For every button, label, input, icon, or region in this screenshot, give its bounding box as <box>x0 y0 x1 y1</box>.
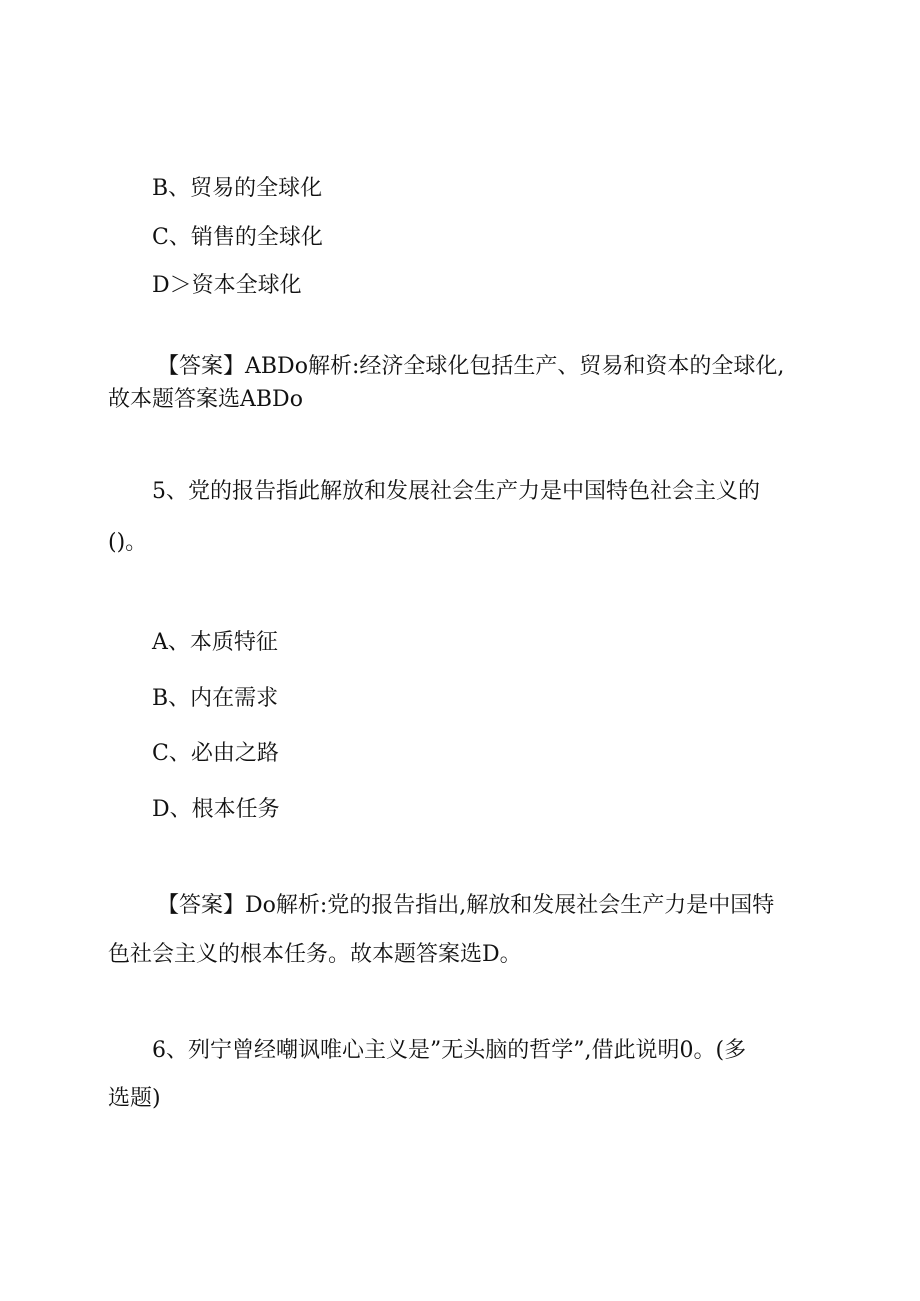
q4-option-d: D＞资本全球化 <box>152 273 302 298</box>
q4-answer-line-1: 【答案】ABDo解析:经济全球化包括生产、贸易和资本的全球化, <box>157 354 785 379</box>
q4-option-c: C、销售的全球化 <box>152 225 323 250</box>
q5-answer-line-2: 色社会主义的根本任务。故本题答案选D。 <box>108 942 522 967</box>
q5-answer-line-1: 【答案】Do解析:党的报告指出,解放和发展社会生产力是中国特 <box>157 893 775 918</box>
q5-option-d: D、根本任务 <box>152 797 280 822</box>
q5-option-b: B、内在需求 <box>152 686 279 711</box>
q5-option-c: C、必由之路 <box>152 741 279 766</box>
q6-question-line-1: 6、列宁曾经嘲讽唯心主义是”无头脑的哲学”,借此说明0。(多 <box>152 1038 747 1063</box>
q6-question-line-2: 选题) <box>108 1086 161 1111</box>
q4-answer-line-2: 故本题答案选ABDo <box>108 387 303 412</box>
q5-question-line-1: 5、党的报告指此解放和发展社会生产力是中国特色社会主义的 <box>152 479 760 504</box>
q5-option-a: A、本质特征 <box>152 630 278 655</box>
q5-question-line-2: ()。 <box>108 530 148 555</box>
q4-option-b: B、贸易的全球化 <box>152 176 323 201</box>
